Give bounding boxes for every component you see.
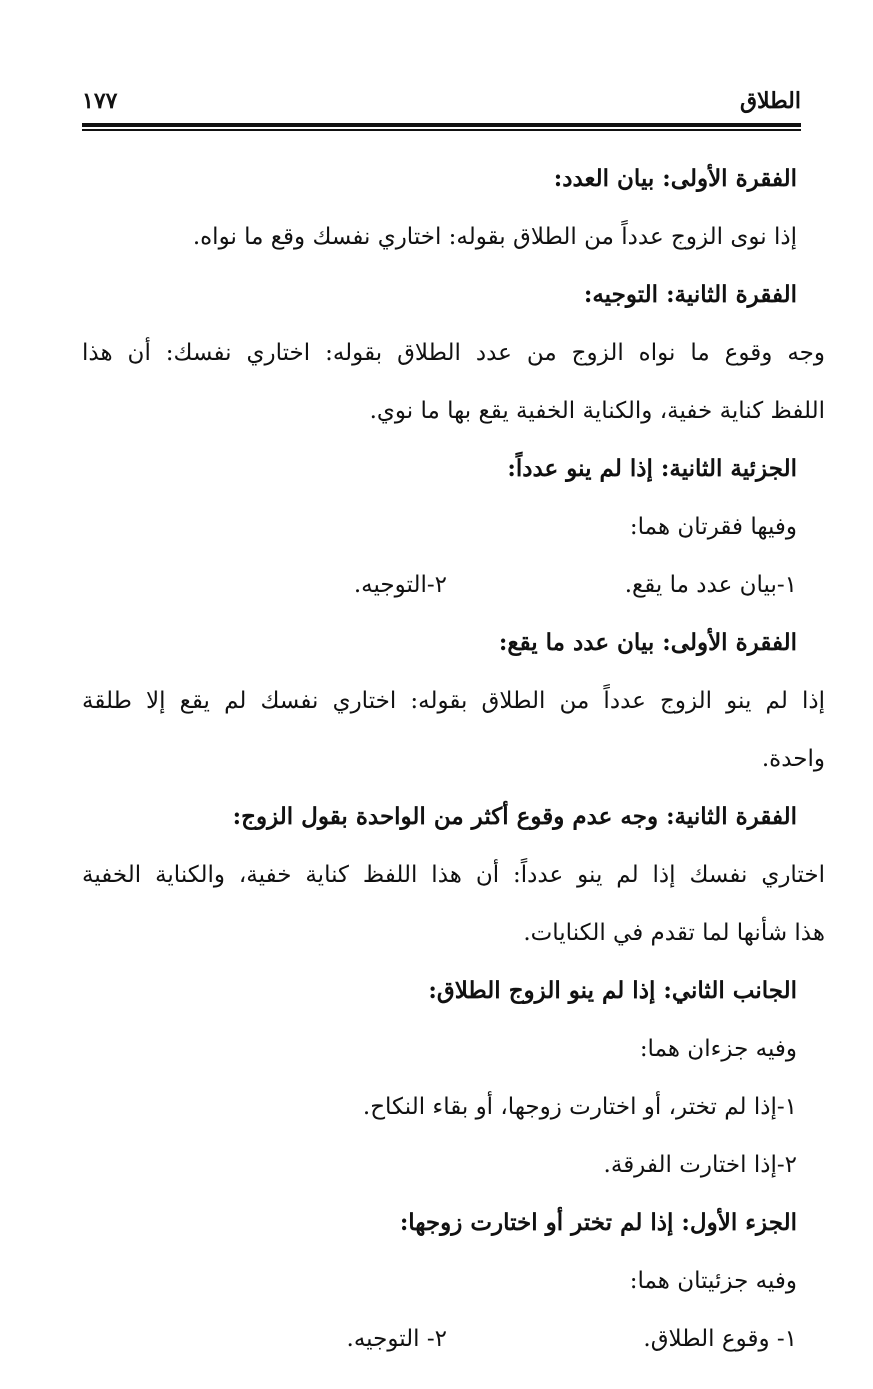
text-line: وفيها فقرتان هما: — [629, 514, 797, 540]
page-body — [82, 150, 825, 1368]
header-rule-thin — [82, 129, 801, 131]
list-item: ١-بيان عدد ما يقع. — [624, 572, 797, 598]
heading: الفقرة الأولى: بيان عدد ما يقع: — [498, 629, 797, 656]
page-number: ١٧٧ — [82, 88, 118, 114]
list-item: ١- وقوع الطلاق. — [643, 1326, 797, 1352]
list-pair — [82, 1310, 797, 1368]
text-line: اختاري نفسك إذا لم ينو عدداً: أن هذا اللفظ كناية خفية، والكناية الخفية — [82, 862, 825, 888]
heading: الجزء الأول: إذا لم تختر أو اختارت زوجها: — [399, 1209, 797, 1236]
heading: الفقرة الثانية: وجه عدم وقوع أكثر من الواحدة بقول الزوج: — [232, 803, 797, 830]
header-rule-thick — [82, 123, 801, 127]
text-line: وجه وقوع ما نواه الزوج من عدد الطلاق بقوله: اختاري نفسك: أن هذا — [82, 340, 825, 366]
heading: الفقرة الأولى: بيان العدد: — [553, 165, 797, 192]
heading: الجزئية الثانية: إذا لم ينو عدداً: — [507, 455, 797, 482]
list-pair — [82, 556, 797, 614]
chapter-title: الطلاق — [739, 88, 801, 114]
list-item: ٢-إذا اختارت الفرقة. — [603, 1152, 797, 1178]
text-line: وفيه جزئيتان هما: — [629, 1268, 797, 1294]
text-line: اللفظ كناية خفية، والكناية الخفية يقع بها ما نوي. — [369, 398, 825, 424]
text-line: وفيه جزءان هما: — [639, 1036, 797, 1062]
heading: الفقرة الثانية: التوجيه: — [583, 281, 797, 308]
list-item: ١-إذا لم تختر، أو اختارت زوجها، أو بقاء النكاح. — [362, 1094, 797, 1120]
text-line: واحدة. — [761, 746, 825, 772]
heading: الجانب الثاني: إذا لم ينو الزوج الطلاق: — [428, 977, 797, 1004]
text-line: هذا شأنها لما تقدم في الكنايات. — [523, 920, 825, 946]
list-item: ٢-التوجيه. — [353, 572, 447, 598]
running-header — [82, 88, 801, 122]
list-item: ٢- التوجيه. — [346, 1326, 447, 1352]
text-line: إذا نوى الزوج عدداً من الطلاق بقوله: اختاري نفسك وقع ما نواه. — [192, 224, 797, 250]
text-line: إذا لم ينو الزوج عدداً من الطلاق بقوله: اختاري نفسك لم يقع إلا طلقة — [82, 688, 825, 714]
